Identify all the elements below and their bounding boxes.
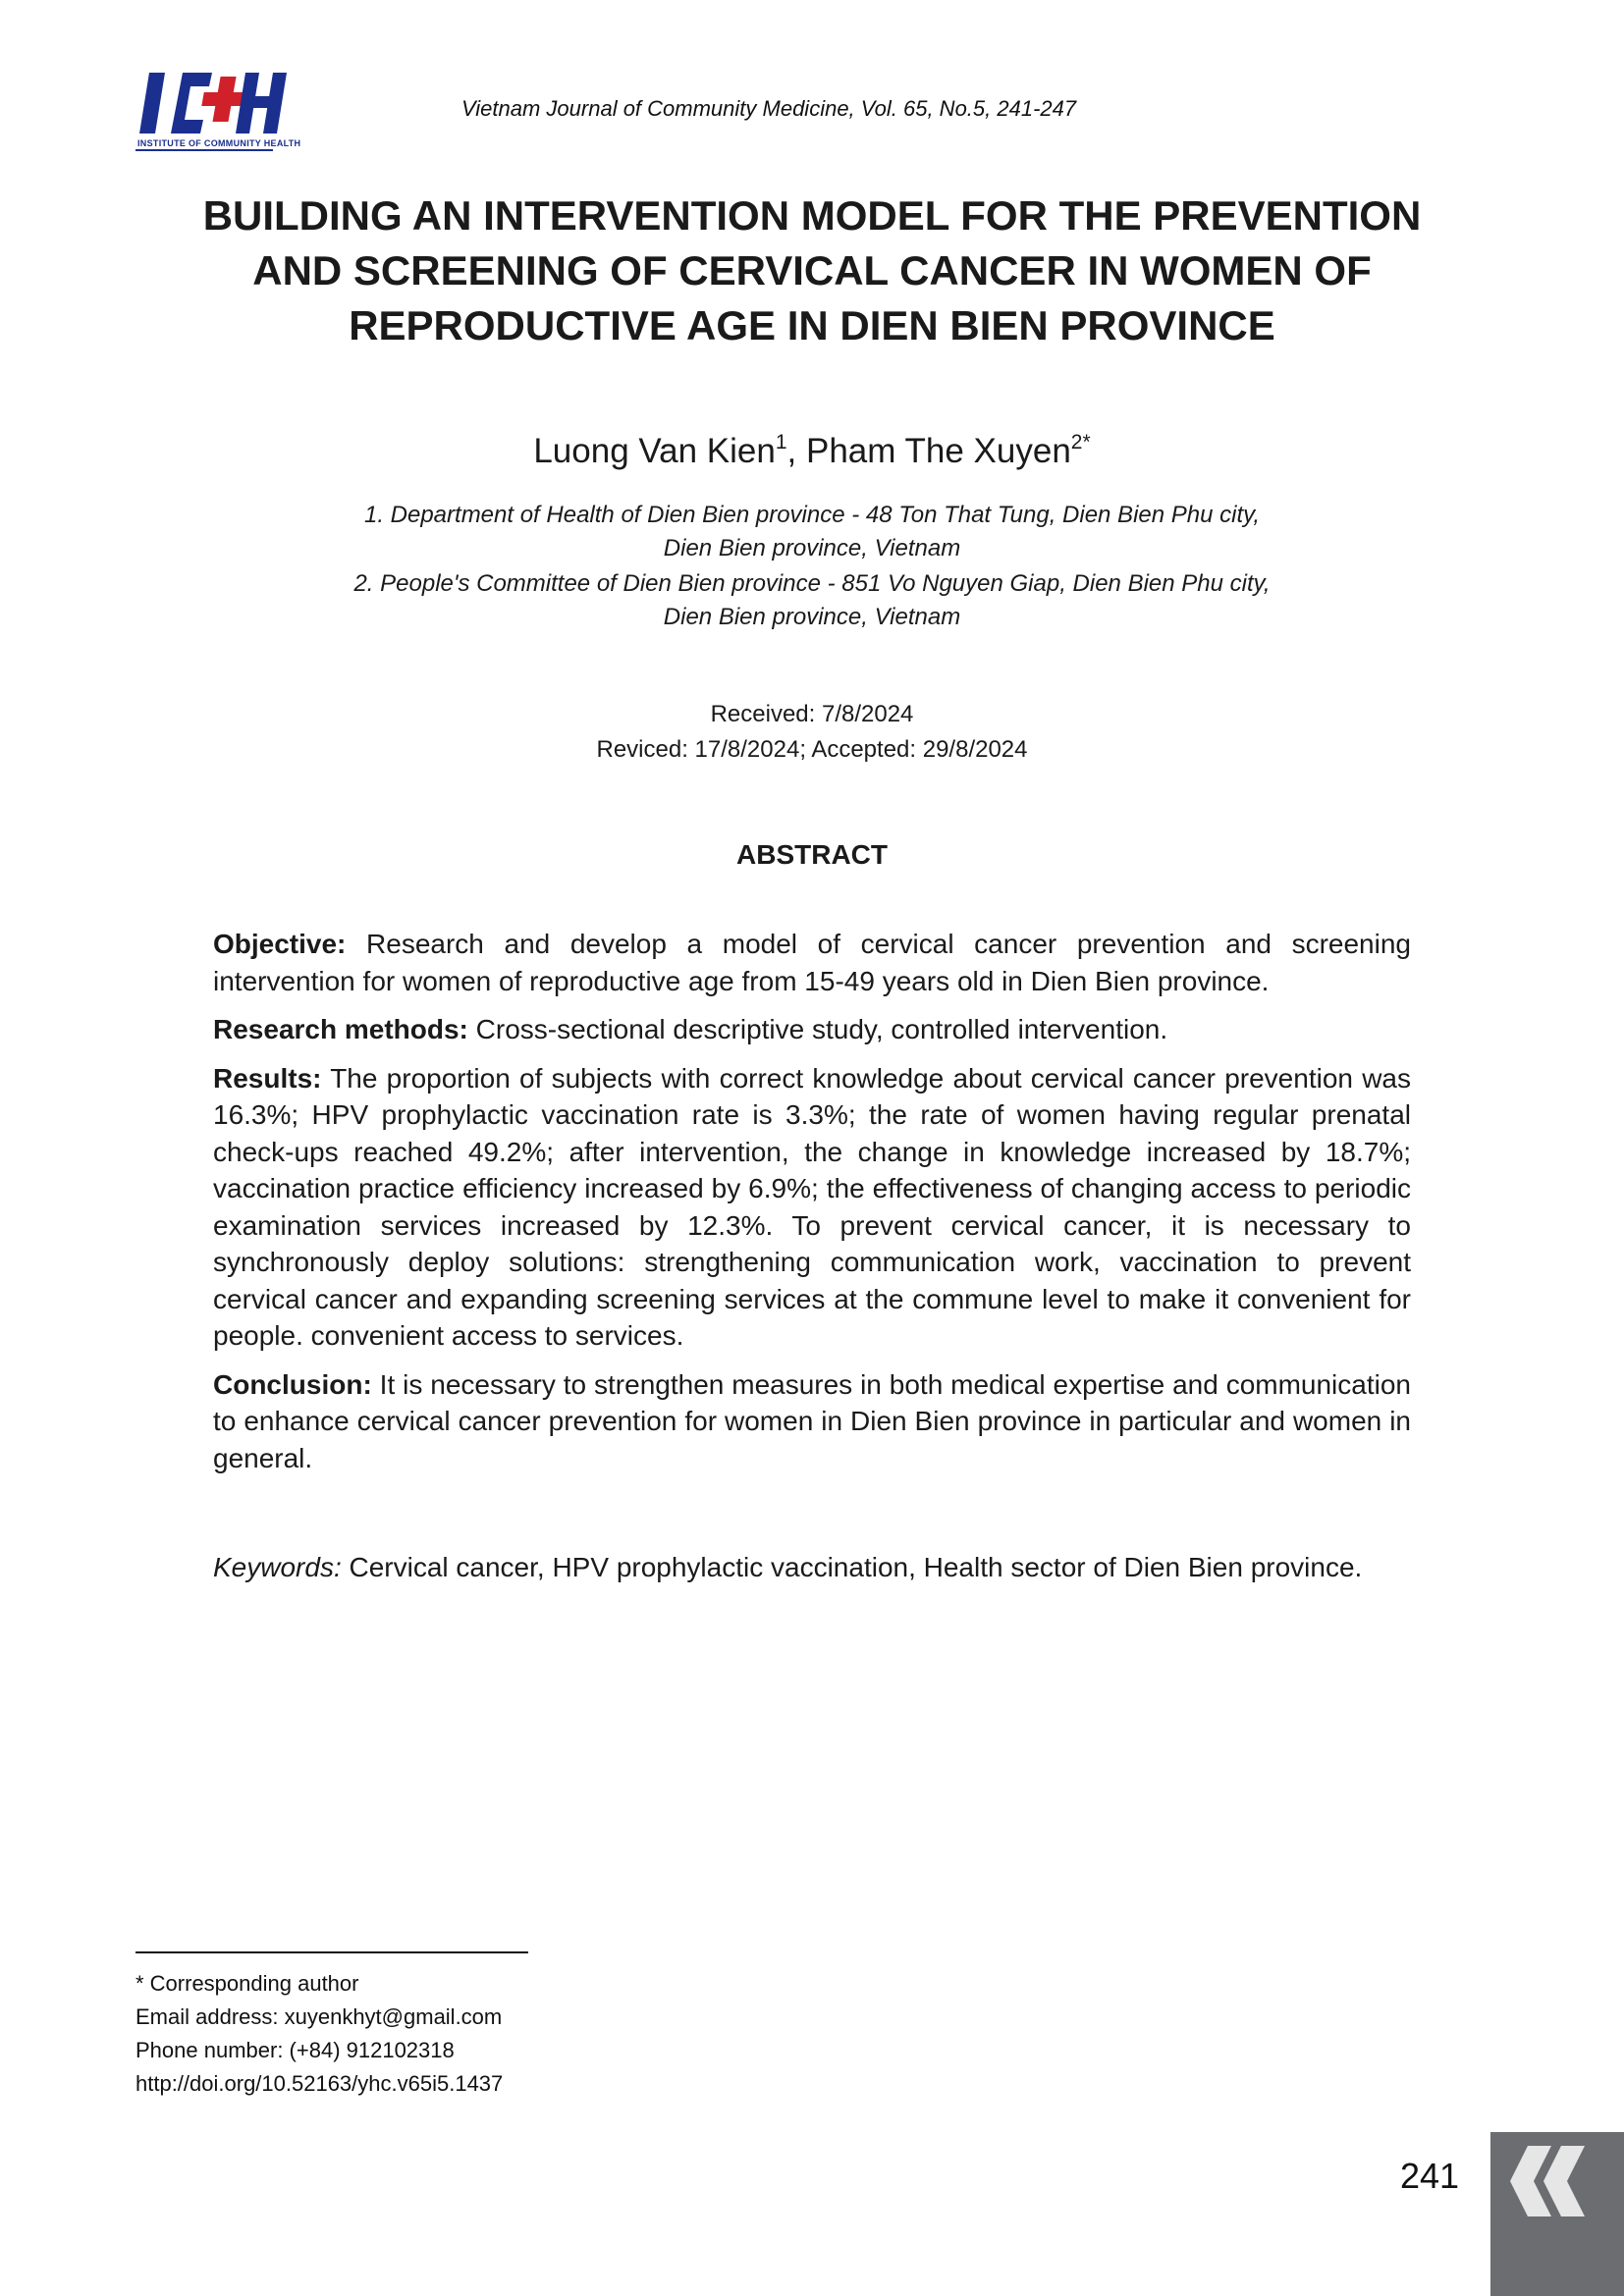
author-affiliation-marker: 1	[775, 431, 787, 454]
results-text: The proportion of subjects with correct knowledge about cervical cancer prevention was 16.3%; HPV prophylactic vaccination rate is 3.3%; the rate of women having regular prenatal check-ups reached 49.2%; after intervention, the change in knowledge increased by 18.7%; vaccination practice efficiency increased by 6.9%; the effectiveness of changing access to periodic examination services increased by 12.3%. To prevent cervical cancer, it is necessary to synchronously deploy solutions: strengthening communication work, vaccination to prevent cervical cancer and expanding screening services at the commune level to make it convenient for people. convenient access to services.	[213, 1062, 1411, 1351]
paper-title	[118, 188, 1506, 353]
corresponding-author-note: * Corresponding author	[135, 1971, 359, 1996]
affiliation-line: Dien Bien province, Vietnam	[663, 535, 961, 561]
corresponding-phone: Phone number: (+84) 912102318	[135, 2038, 455, 2062]
logo-caption: INSTITUTE OF COMMUNITY HEALTH	[137, 138, 301, 148]
doi-link[interactable]: http://doi.org/10.52163/yhc.v65i5.1437	[135, 2071, 504, 2096]
abstract-results	[213, 1060, 1411, 1355]
author-name: Luong Van Kien	[533, 432, 776, 470]
results-label: Results:	[213, 1062, 322, 1094]
affiliation-2	[0, 567, 1624, 634]
title-line: BUILDING AN INTERVENTION MODEL FOR THE PREVENTION	[202, 192, 1422, 239]
methods-text: Cross-sectional descriptive study, controlled intervention.	[475, 1014, 1168, 1044]
author-separator: ,	[786, 432, 806, 470]
affiliation-line: 1. Department of Health of Dien Bien province - 48 Ton That Tung, Dien Bien Phu city,	[363, 502, 1261, 528]
revised-accepted-date: Reviced: 17/8/2024; Accepted: 29/8/2024	[596, 736, 1028, 763]
page-side-tab	[1490, 2132, 1624, 2296]
journal-citation: Vietnam Journal of Community Medicine, Vol. 65, No.5, 241-247	[461, 96, 1077, 121]
methods-label: Research methods:	[213, 1014, 468, 1044]
footnote-divider	[135, 1951, 528, 1953]
author-affiliation-marker: 2*	[1070, 431, 1091, 454]
author-name: Pham The Xuyen	[805, 432, 1071, 470]
abstract-heading: ABSTRACT	[736, 839, 888, 870]
logo-underline	[135, 149, 273, 151]
abstract-conclusion	[213, 1366, 1411, 1477]
keywords-text: Cervical cancer, HPV prophylactic vaccination, Health sector of Dien Bien province.	[349, 1552, 1363, 1582]
abstract-body	[213, 926, 1411, 1488]
affiliation-line: 2. People's Committee of Dien Bien province - 851 Vo Nguyen Giap, Dien Bien Phu city,	[353, 570, 1271, 597]
page-number: 241	[1400, 2156, 1460, 2196]
conclusion-text: It is necessary to strengthen measures in both medical expertise and communication to enhance cervical cancer prevention for women in Dien Bien province in particular and women in general.	[213, 1368, 1411, 1473]
double-chevron-left-icon	[1490, 2136, 1624, 2224]
conclusion-label: Conclusion:	[213, 1368, 372, 1400]
abstract-methods	[213, 1011, 1411, 1048]
affiliation-line: Dien Bien province, Vietnam	[663, 604, 961, 630]
keywords-label: Keywords:	[213, 1552, 342, 1582]
abstract-objective	[213, 926, 1411, 999]
article-dates	[0, 697, 1624, 768]
keywords	[213, 1549, 1411, 1586]
corresponding-email: Email address: xuyenkhyt@gmail.com	[135, 2004, 503, 2029]
affiliation-1	[0, 499, 1624, 565]
objective-text: Research and develop a model of cervical cancer prevention and screening intervention for women of reproductive age from 15-49 years old in Dien Bien province.	[213, 929, 1411, 996]
title-line: AND SCREENING OF CERVICAL CANCER IN WOMEN OF	[252, 247, 1372, 294]
objective-label: Objective:	[213, 929, 347, 959]
received-date: Received: 7/8/2024	[710, 701, 914, 727]
author-list	[0, 432, 1624, 471]
ich-logo-mark	[135, 69, 293, 139]
title-line: REPRODUCTIVE AGE IN DIEN BIEN PROVINCE	[349, 302, 1275, 348]
footnotes	[135, 1967, 503, 2101]
